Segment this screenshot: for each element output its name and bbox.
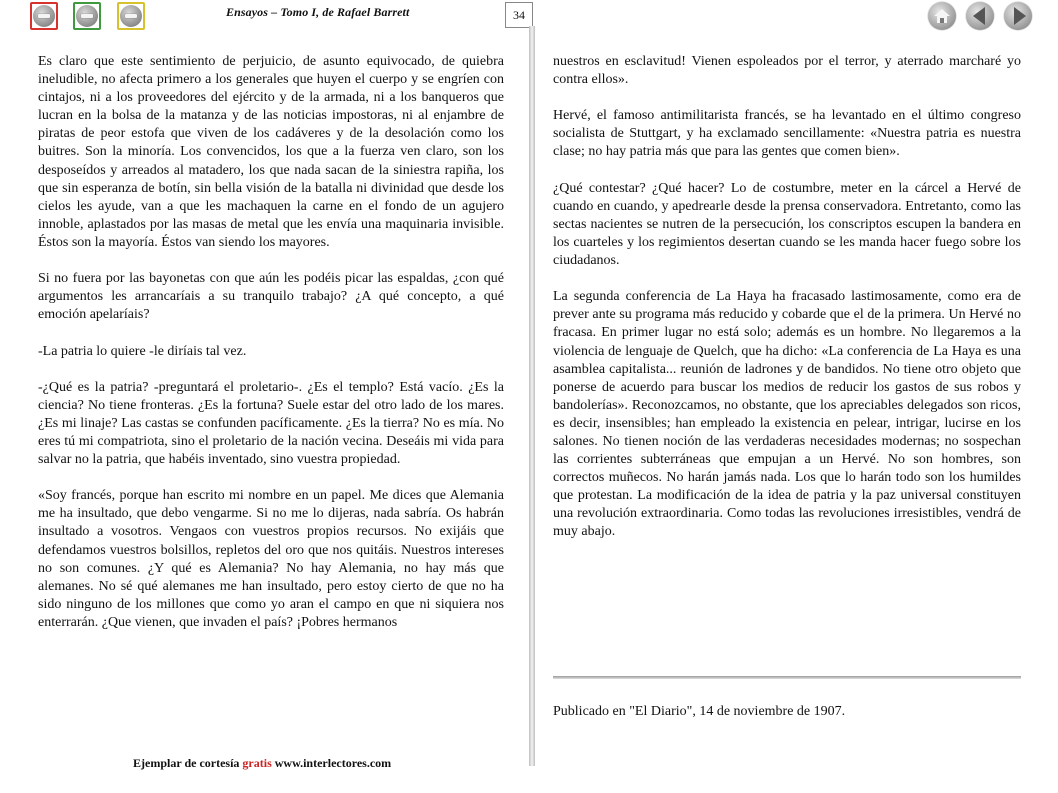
paragraph: La segunda conferencia de La Haya ha fracasado lastimosamente, como era de prever ante su programa más reducido y cobarde que el de la primera. Un Hervé no fracasa. En primer lugar no está solo; además es un hombre. No llegaremos a la violencia de lenguaje de Quelch, que ha dicho: «La conferencia de La Haya es una asamblea capitalista... reunión de ladrones y de bandidos. No tiene otro objeto que ponerse de acuerdo para buscar los medios de reducir los gastos de sus robos y bandolerías». Reconozcamos, no obstante, que los apreciables delegados son ricos, es decir, insensibles; han empleado la existencia en pelear, intrigar, lucirse en los salones. No tienen noción de las verdaderas necesidades modernas; no sospechan las corrientes subterráneas que empujan a un Hervé. No son hombres, son correctos muñecos. No harán jamás nada. Los que lo harán todo son los humildes que protestan. La modificación de la idea de patria y la paz universal constituyen una revolución extraordinaria. Como todas las revoluciones irresistibles, vendrá de muy abajo. xyxy=(553,289,1021,540)
footer-gratis: gratis xyxy=(242,756,272,770)
paragraph: -¿Qué es la patria? -preguntará el proletario-. ¿Es el templo? Está vacío. ¿Es la ciencia? No tiene fronteras. ¿Es la fortuna? Suele estar del otro lado de los mares. ¿Es mi linaje? Las castas se confunden pacíficamente. ¿Es la tierra? No es mía. No eres tú mi compatriota, sino el proletario de la nación vecina. Deseáis mi vida para salvar no la patria, que habéis inventado, sino vuestra propiedad. xyxy=(38,379,504,468)
footer-prefix: Ejemplar de cortesía xyxy=(133,756,240,770)
column-divider xyxy=(529,26,535,766)
right-text-column xyxy=(553,53,1021,560)
paragraph: Si no fuera por las bayonetas con que aún les podéis picar las espaldas, ¿con qué argumentos les arrancaríais a su tranquilo trabajo? ¿A qué concepto, a qué emoción apelaríais? xyxy=(38,271,504,323)
next-page-button[interactable] xyxy=(1004,2,1032,30)
green-minimize-button[interactable] xyxy=(73,2,101,30)
paragraph: ¿Qué contestar? ¿Qué hacer? Lo de costumbre, meter en la cárcel a Hervé de cuando en cuando, y apedrearle desde la prensa conservadora. Entretanto, como las sectas nacientes se nutren de la persecución, los conscriptos escupen la bandera en los cuarteles y los regimientos desertan cuando se les manda hacer fuego sobre los ciudadanos. xyxy=(553,180,1021,269)
prev-arrow-icon xyxy=(973,7,985,25)
paragraph: «Soy francés, porque han escrito mi nombre en un papel. Me dices que Alemania me ha insultado, que debo vengarme. Si no me lo dijeras, nada sabría. Os habrán insultado a vosotros. Vengaos con vuestros propios recursos. No exijáis que defendamos vuestros bolsillos, repletos del oro que nos quitáis. Nuestros intereses no son comunes. ¿Y qué es Alemania? No hay Alemania, no hay más que alemanes. No sé qué alemanes me han insultado, pero estoy cierto de que no ha sido ninguno de los millones que como yo aran el campo en que ni siquiera nos enterrarán. ¿Que vienen, que invaden el país? ¡Pobres hermanos xyxy=(38,488,504,630)
previous-page-button[interactable] xyxy=(966,2,994,30)
page-number: 34 xyxy=(505,2,533,28)
paragraph: Es claro que este sentimiento de perjuicio, de asunto equivocado, de quiebra ineludible, no afecta primero a los generales que huyen el cuerpo y se engríen con cintajos, ni a los proveedores del ejército y de la armada, ni a los banqueros que lucran en la bolsa de la matanza y de las noticias impostoras, ni al enjambre de piratas de peor estofa que viven de los cadáveres y de la desolación como los buitres. Son la minoría. Los convencidos, los que a la fuerza ven claro, son los desposeídos y arreados al matadero, los que nada sacan de la siniestra rapiña, los que sin esperanza de botín, sin bella visión de la batalla ni divinidad que desde los cielos les ayude, van a que les machaquen la carne en el fondo de un agujero innoble, aplastados por las masas de metal que les envía una maquinaria invisible. Éstos son la mayoría. Éstos van siendo los mayores. xyxy=(38,54,504,250)
red-minimize-button[interactable] xyxy=(30,2,58,30)
minus-icon xyxy=(120,5,142,27)
home-icon xyxy=(934,9,950,23)
section-divider xyxy=(553,676,1021,679)
next-arrow-icon xyxy=(1014,7,1026,25)
left-text-column xyxy=(38,53,504,650)
minus-icon xyxy=(33,5,55,27)
publication-note: Publicado en "El Diario", 14 de noviembre de 1907. xyxy=(553,704,846,719)
footer-site-link[interactable]: www.interlectores.com xyxy=(274,756,392,770)
home-button[interactable] xyxy=(928,2,956,30)
footer-credit xyxy=(133,756,391,771)
paragraph: nuestros en esclavitud! Vienen espoleados por el terror, y aterrado marcharé yo contra ellos». xyxy=(553,54,1021,88)
yellow-minimize-button[interactable] xyxy=(117,2,145,30)
minus-icon xyxy=(76,5,98,27)
paragraph: -La patria lo quiere -le diríais tal vez. xyxy=(38,343,247,359)
paragraph: Hervé, el famoso antimilitarista francés, se ha levantado en el último congreso socialista de Stuttgart, y ha exclamado sencillamente: «Nuestra patria es nuestra clase; no hay patria más que para las gentes que comen bien». xyxy=(553,108,1021,160)
book-title: Ensayos – Tomo I, de Rafael Barrett xyxy=(226,5,410,19)
